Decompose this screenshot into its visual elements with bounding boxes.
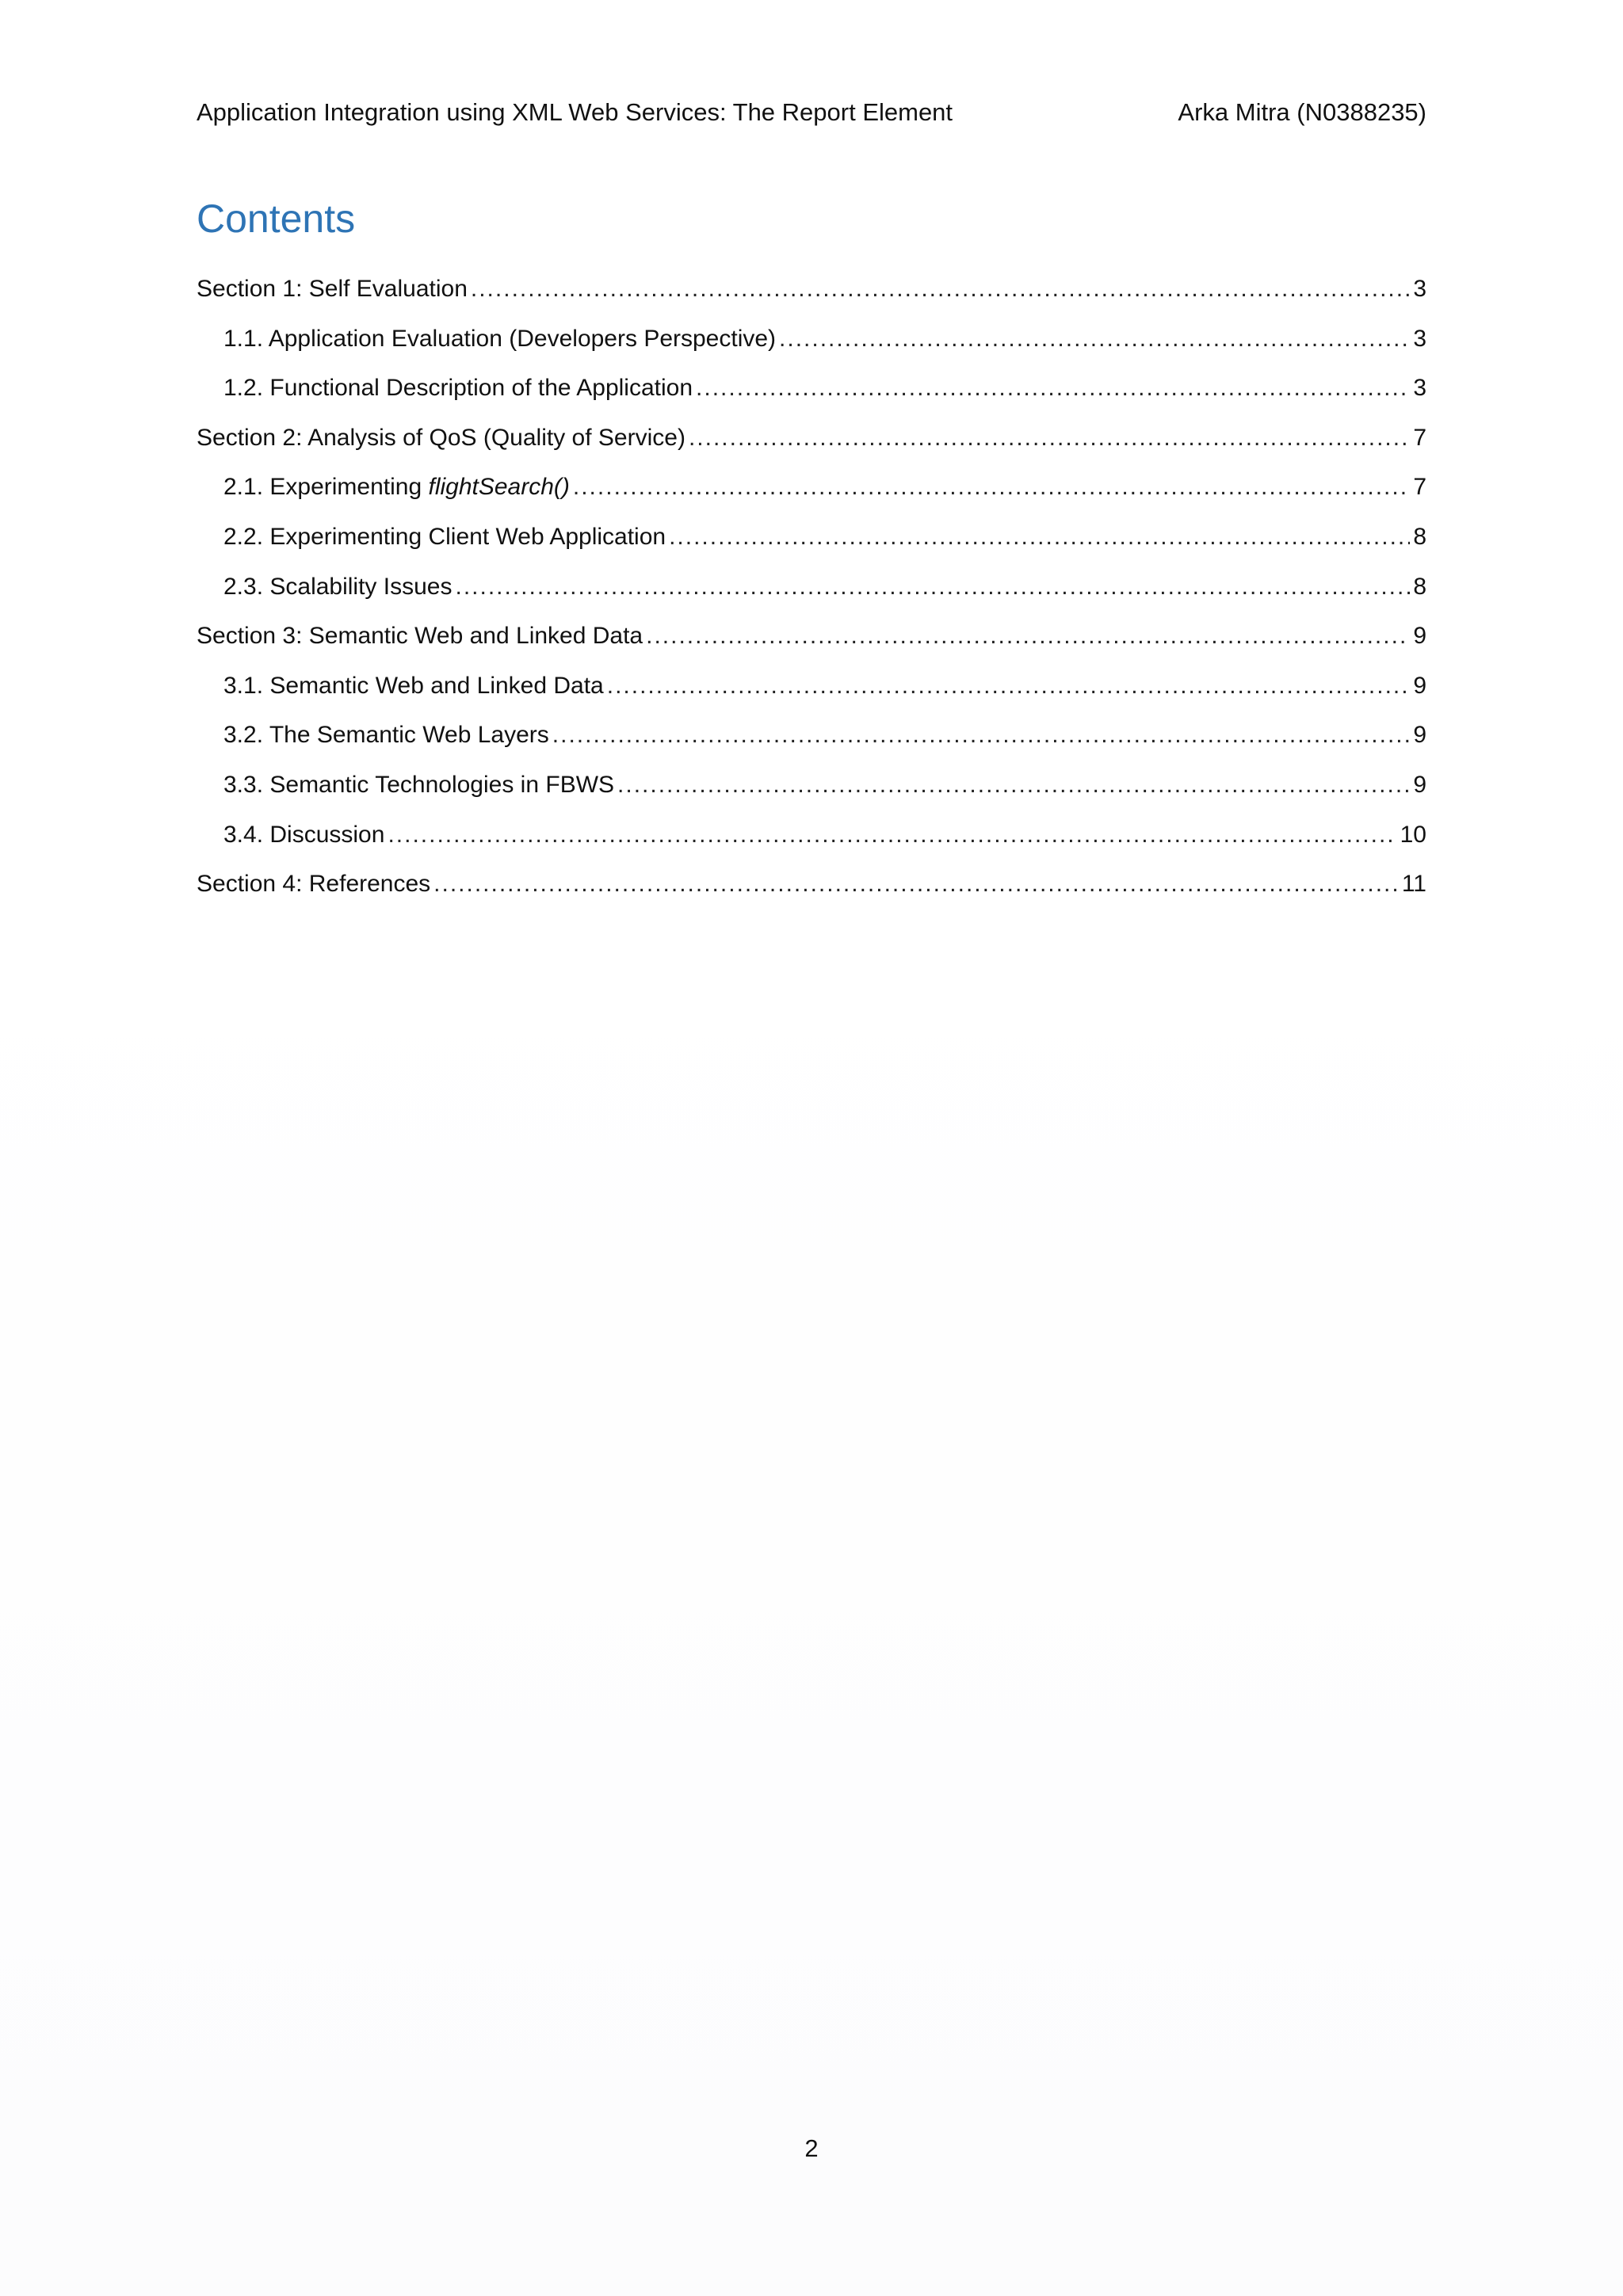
contents-heading: Contents — [197, 196, 356, 241]
toc-entry-3-4[interactable] — [197, 820, 1426, 870]
toc-entry-3-2[interactable] — [197, 720, 1426, 770]
page-header — [197, 93, 1426, 132]
toc-page-number: 9 — [1413, 623, 1426, 650]
page-number: 2 — [804, 2134, 819, 2162]
toc-entry-2-3[interactable] — [197, 572, 1426, 622]
toc-leader-dots — [617, 770, 1410, 800]
toc-page-number: 9 — [1413, 771, 1426, 798]
toc-entry-text: Section 3: Semantic Web and Linked Data — [197, 623, 643, 650]
toc-entry-text: 1.2. Functional Description of the Application — [223, 375, 693, 402]
toc-entry-text: Section 2: Analysis of QoS (Quality of Service) — [197, 424, 685, 451]
toc-entry-text: Section 1: Self Evaluation — [197, 276, 468, 302]
toc-entry-text-prefix: 2.1. Experimenting — [223, 474, 429, 501]
toc-page-number: 11 — [1401, 871, 1426, 898]
toc-leader-dots — [573, 472, 1410, 502]
toc-leader-dots — [388, 820, 1396, 850]
toc-leader-dots — [779, 324, 1410, 354]
header-title: Application Integration using XML Web Services: The Report Element — [197, 98, 953, 126]
toc-entry-3-3[interactable] — [197, 770, 1426, 820]
toc-entry-text: 3.1. Semantic Web and Linked Data — [223, 672, 604, 699]
toc-entry-section-4[interactable] — [197, 869, 1426, 919]
toc-page-number: 9 — [1413, 672, 1426, 699]
toc-page-number: 7 — [1413, 474, 1426, 501]
toc-leader-dots — [455, 572, 1410, 602]
toc-entry-text: 3.3. Semantic Technologies in FBWS — [223, 771, 615, 798]
toc-entry-3-1[interactable] — [197, 671, 1426, 721]
toc-page-number: 3 — [1413, 375, 1426, 402]
toc-page-number: 8 — [1413, 573, 1426, 600]
toc-entry-text — [223, 472, 570, 502]
toc-entry-1-2[interactable] — [197, 373, 1426, 423]
toc-page-number: 3 — [1413, 325, 1426, 352]
table-of-contents — [197, 274, 1426, 919]
toc-entry-1-1[interactable] — [197, 324, 1426, 374]
toc-leader-dots — [552, 720, 1411, 750]
toc-entry-2-1[interactable] — [197, 472, 1426, 522]
toc-leader-dots — [696, 373, 1410, 403]
toc-leader-dots — [471, 274, 1410, 304]
toc-leader-dots — [689, 423, 1410, 453]
toc-entry-text: 3.2. The Semantic Web Layers — [223, 722, 549, 749]
toc-leader-dots — [646, 621, 1410, 651]
toc-entry-2-2[interactable] — [197, 522, 1426, 572]
toc-entry-text: 1.1. Application Evaluation (Developers Perspective) — [223, 325, 777, 352]
toc-page-number: 3 — [1413, 276, 1426, 302]
header-author: Arka Mitra (N0388235) — [1178, 98, 1426, 126]
toc-page-number: 7 — [1413, 424, 1426, 451]
toc-entry-text: 2.2. Experimenting Client Web Application — [223, 523, 666, 550]
toc-page-number: 9 — [1413, 722, 1426, 749]
toc-leader-dots — [433, 869, 1399, 899]
toc-leader-dots — [669, 522, 1410, 552]
toc-entry-text: Section 4: References — [197, 871, 431, 898]
toc-entry-section-1[interactable] — [197, 274, 1426, 324]
toc-page-number: 10 — [1400, 821, 1426, 848]
toc-leader-dots — [607, 671, 1411, 701]
toc-entry-text: 2.3. Scalability Issues — [223, 573, 453, 600]
toc-entry-text-italic: flightSearch() — [428, 474, 570, 501]
toc-entry-section-2[interactable] — [197, 423, 1426, 473]
toc-page-number: 8 — [1413, 523, 1426, 550]
toc-entry-text: 3.4. Discussion — [223, 821, 385, 848]
toc-entry-section-3[interactable] — [197, 621, 1426, 671]
